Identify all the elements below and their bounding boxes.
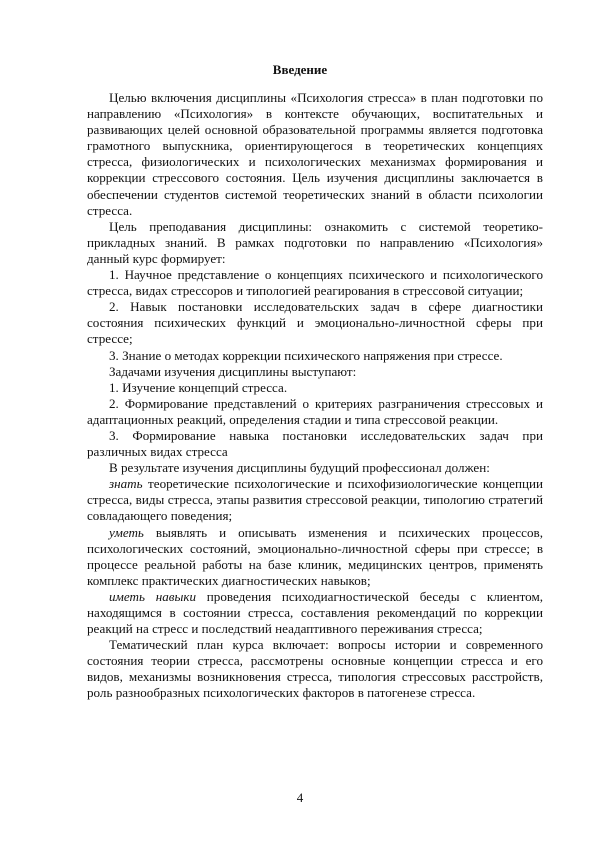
paragraph-text: Тематический план курса включает: вопросы истории и современного состояния теории стресса, рассмотрены основные концепции стресса и его видов, механизмы возникновения стресса, типология стрессовых расстройств, роль разнообразных психологических факторов в патогенезе стресса. xyxy=(87,637,543,701)
paragraph-tasks-intro xyxy=(87,364,543,380)
list-item-text: 1. Изучение концепций стресса. xyxy=(109,379,288,395)
paragraph-text: В результате изучения дисциплины будущий профессионал должен: xyxy=(109,460,490,476)
page-title: Введение xyxy=(272,62,328,77)
paragraph-outcomes-intro xyxy=(87,460,543,476)
list-item-text: 2. Формирование представлений о критериях разграничения стрессовых и адаптационных реакций, определения стадии и типа стрессовой реакции. xyxy=(87,395,543,427)
list-item xyxy=(87,428,543,460)
document-body xyxy=(87,90,543,702)
list-item xyxy=(87,299,543,347)
outcome-lead: иметь навыки xyxy=(109,588,197,604)
list-item-text: 2. Навык постановки исследовательских задач в сфере диагностики состояния психических функций и эмоционально-личностной сферы при стрессе; xyxy=(87,299,543,347)
paragraph-aim xyxy=(87,219,543,267)
outcome-text: проведения психодиагностической беседы с клиентом, находящимся в состоянии стресса, составления рекомендаций по коррекции реакций на стресс и последствий неадаптивного переживания стресса; xyxy=(87,588,544,637)
outcome-text: выявлять и описывать изменения и психических процессов, психологических состояний, эмоционально-личностной сферы при стрессе; в процессе реальной работы на базе клиник, медицинских центров, применять комплекс практических диагностических навыков; xyxy=(87,524,543,588)
list-item xyxy=(87,267,543,299)
outcome-lead: уметь xyxy=(109,524,144,540)
paragraph-text: Цель преподавания дисциплины: ознакомить с системой теоретико-прикладных знаний. В рамках подготовки по направлению «Психология» данный курс формирует: xyxy=(87,218,543,266)
list-item xyxy=(87,396,543,428)
list-item xyxy=(87,348,543,364)
page-number: 4 xyxy=(296,790,304,805)
paragraph-text: Задачами изучения дисциплины выступают: xyxy=(109,363,357,379)
outcome-know xyxy=(87,476,543,524)
outcome-text: теоретические психологические и психофизиологические концепции стресса, виды стресса, этапы развития стрессовой реакции, типологию стратегий совладающего поведения; xyxy=(87,476,543,524)
paragraph-goal xyxy=(87,90,543,219)
outcome-be-able xyxy=(87,525,543,589)
outcome-skills xyxy=(87,589,543,637)
list-item-text: 3. Формирование навыка постановки исследовательских задач при различных видах стресса xyxy=(87,427,543,460)
paragraph-text: Целью включения дисциплины «Психология стресса» в план подготовки по направлению «Психология» в контексте обучающих, воспитательных и развивающих целей основной образовательной программы является подготовка грамотного выпускника, ориентирующегося в теоретических концепциях стресса, физиологических и психологических механизмах формирования и коррекции стрессового состояния. Цель изучения дисциплины заключается в обеспечении студентов системой теоретических знаний в области психологии стресса. xyxy=(87,90,543,218)
paragraph-plan xyxy=(87,637,543,701)
outcome-lead: знать xyxy=(109,476,143,492)
list-item-text: 1. Научное представление о концепциях психического и психологического стресса, видах стрессоров и типологией реагирования в стрессовой ситуации; xyxy=(87,267,543,299)
list-item xyxy=(87,380,543,396)
list-item-text: 3. Знание о методах коррекции психического напряжения при стрессе. xyxy=(109,347,503,363)
